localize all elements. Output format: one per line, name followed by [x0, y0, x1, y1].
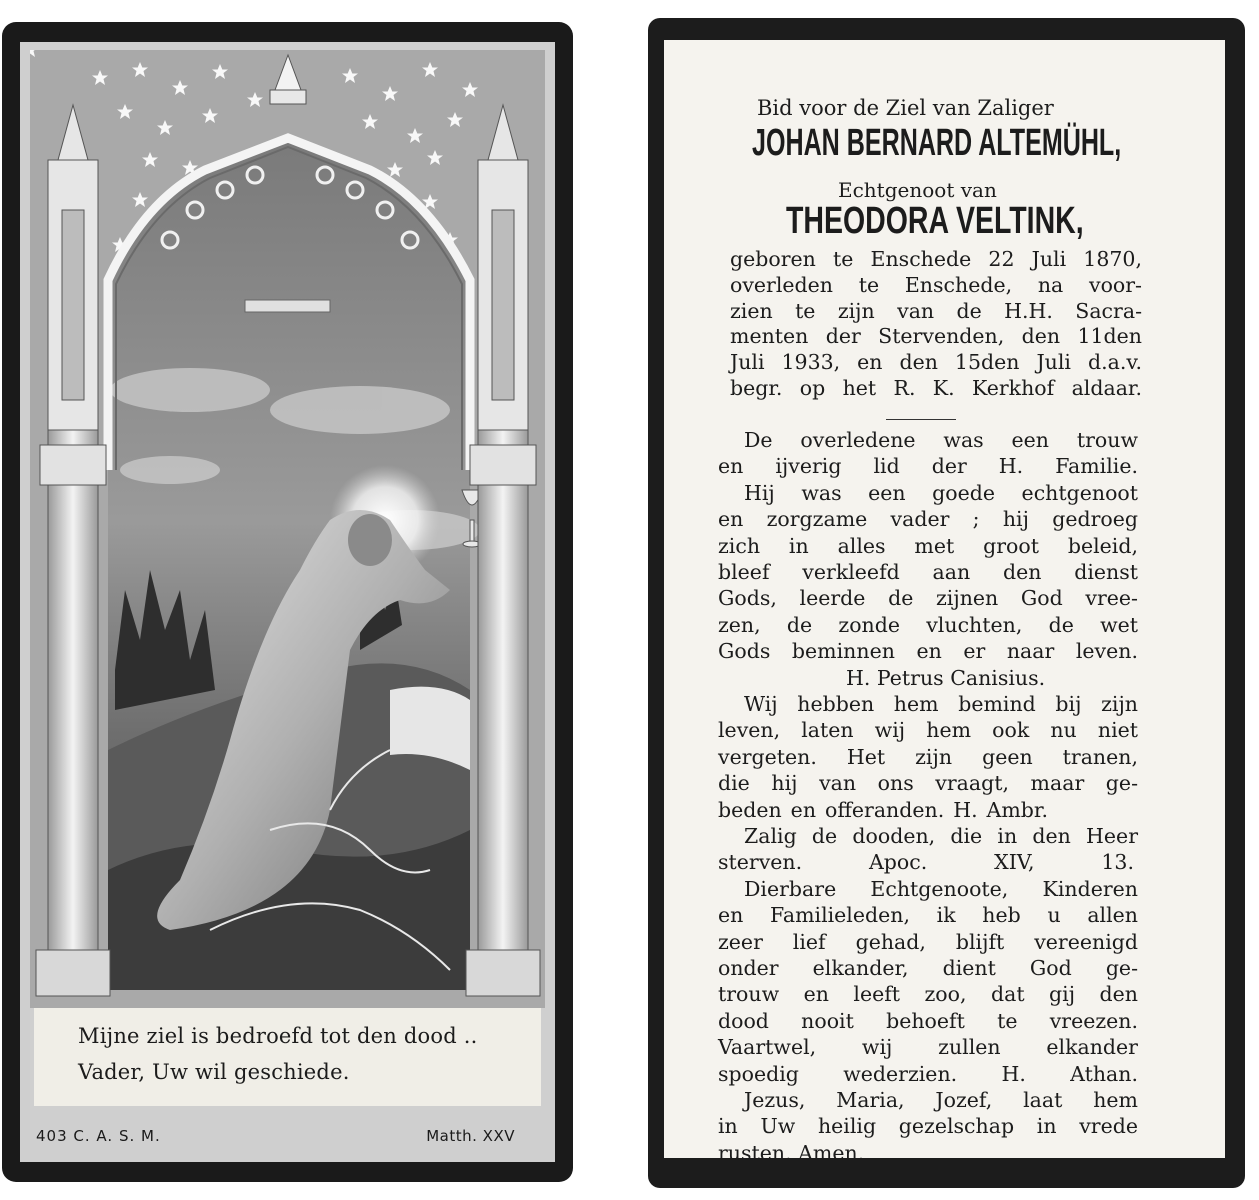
- prayer-intro: Bid voor de Ziel van Zaliger: [757, 96, 1054, 120]
- bio-line: overleden te Enschede, na voor-: [730, 272, 1142, 297]
- body-line: Wij hebben hem bemind bij zijn: [744, 692, 1138, 716]
- body-line: leven, laten wij hem ook nu niet: [718, 718, 1138, 743]
- body-line: sterven. Apoc. XIV, 13.: [718, 850, 1134, 875]
- body-line: Gods beminnen en er naar leven.: [718, 639, 1138, 664]
- body-line: en Familieleden, ik heb u allen: [718, 903, 1138, 928]
- bio-line: menten der Stervenden, den 11den: [730, 324, 1142, 349]
- bio-line: zien te zijn van de H.H. Sacra-: [730, 298, 1142, 323]
- bio-line: Juli 1933, en den 15den Juli d.a.v.: [730, 350, 1142, 375]
- body-line: zich in alles met groot beleid,: [718, 533, 1138, 558]
- christ-in-gethsemane-image: [30, 50, 545, 1008]
- body-line: vergeten. Het zijn geen tranen,: [718, 744, 1138, 769]
- card-front-panel: [20, 42, 555, 1162]
- body-line: en ijverig lid der H. Familie.: [718, 454, 1138, 479]
- body-line: rusten. Amen.: [718, 1140, 865, 1165]
- scripture-reference: Matth. XXV: [426, 1127, 515, 1145]
- body-line: in Uw heilig gezelschap in vrede: [718, 1114, 1138, 1139]
- body-line: bleef verkleefd aan den dienst: [718, 560, 1138, 584]
- card-back-panel: [664, 40, 1225, 1165]
- caption-box: [34, 1008, 541, 1106]
- spouse-name: THEODORA VELTINK,: [786, 200, 1084, 242]
- body-line: Jezus, Maria, Jozef, laat hem: [744, 1088, 1138, 1112]
- body-line: Zalig de dooden, die in den Heer: [744, 824, 1138, 848]
- body-line: zeer lief gehad, blijft vereenigd: [718, 929, 1138, 954]
- body-line: Gods, leerde de zijnen God vree-: [718, 586, 1138, 611]
- body-line: dood nooit behoeft te vreezen.: [718, 1008, 1138, 1033]
- body-line: Dierbare Echtgenoote, Kinderen: [744, 876, 1138, 901]
- deceased-name: JOHAN BERNARD ALTEMÜHL,: [752, 122, 1122, 164]
- body-line: H. Petrus Canisius.: [846, 665, 1046, 690]
- body-line: spoedig wederzien. H. Athan.: [718, 1061, 1138, 1086]
- caption-line-1: Mijne ziel is bedroefd tot den dood ..: [78, 1024, 478, 1048]
- divider: [886, 419, 956, 420]
- publisher-mark: 403 C. A. S. M.: [36, 1127, 161, 1145]
- devotional-card-front: [2, 22, 573, 1182]
- body-line: zen, de zonde vluchten, de wet: [718, 612, 1138, 637]
- body-line: trouw en leeft zoo, dat gij den: [718, 982, 1138, 1007]
- body-line: beden en offeranden. H. Ambr.: [718, 797, 1048, 822]
- body-line: onder elkander, dient God ge-: [718, 956, 1138, 980]
- body-line: en zorgzame vader ; hij gedroeg: [718, 507, 1138, 532]
- bio-line: begr. op het R. K. Kerkhof aldaar.: [730, 376, 1142, 400]
- body-line: Hij was een goede echtgenoot: [744, 480, 1138, 505]
- body-line: De overledene was een trouw: [744, 428, 1138, 452]
- body-line: Vaartwel, wij zullen elkander: [718, 1035, 1138, 1060]
- spouse-intro: Echtgenoot van: [838, 178, 997, 202]
- devotional-card-back: [648, 18, 1245, 1188]
- bio-line: geboren te Enschede 22 Juli 1870,: [730, 247, 1142, 271]
- body-line: die hij van ons vraagt, maar ge-: [718, 771, 1138, 796]
- caption-line-2: Vader, Uw wil geschiede.: [78, 1060, 350, 1084]
